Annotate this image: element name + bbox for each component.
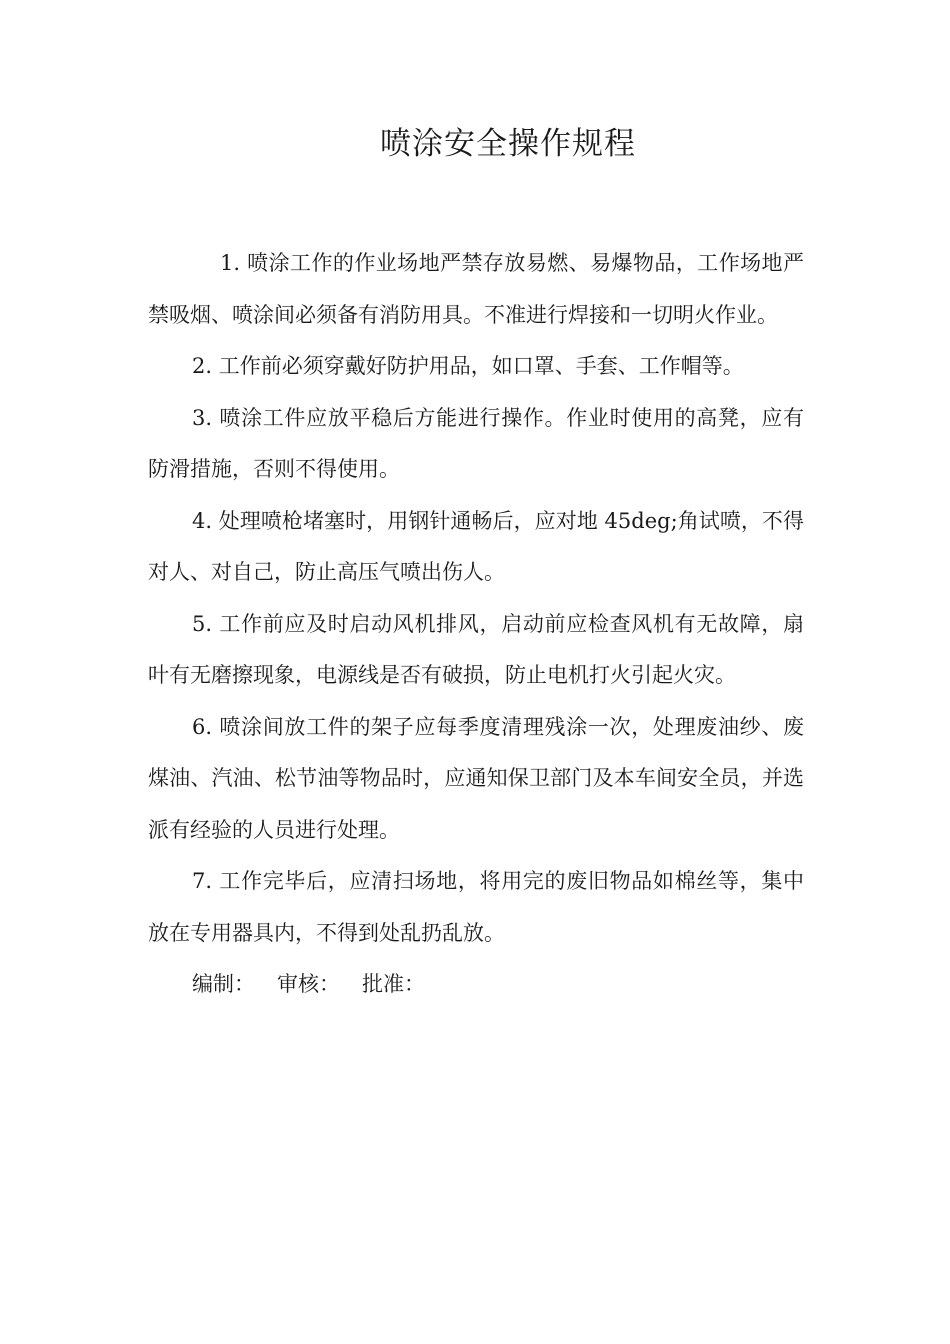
rule-paragraph-3: 3. 喷涂工件应放平稳后方能进行操作。作业时使用的高凳，应有防滑措施，否则不得使用。 bbox=[148, 405, 804, 481]
reviewed-by-label: 审核： bbox=[277, 972, 340, 996]
rule-paragraph-1: 1. 喷涂工作的作业场地严禁存放易燃、易爆物品，工作场地严禁吸烟、喷涂间必须备有消防用具。不准进行焊接和一切明火作业。 bbox=[148, 251, 804, 327]
approved-by-label: 批准： bbox=[362, 972, 425, 996]
compiled-by-label: 编制： bbox=[192, 972, 255, 996]
rule-paragraph-4: 4. 处理喷枪堵塞时，用钢针通畅后，应对地 45deg;角试喷，不得对人、对自己，防止高压气喷出伤人。 bbox=[148, 508, 804, 584]
document-title: 喷涂安全操作规程 bbox=[380, 126, 636, 162]
signoff-line bbox=[148, 959, 804, 1011]
rule-paragraph-6: 6. 喷涂间放工件的架子应每季度清理残涂一次，处理废油纱、废煤油、汽油、松节油等物品时，应通知保卫部门及本车间安全员，并选派有经验的人员进行处理。 bbox=[148, 714, 804, 842]
rule-paragraph-5: 5. 工作前应及时启动风机排风，启动前应检查风机有无故障，扇叶有无磨擦现象，电源线是否有破损，防止电机打火引起火灾。 bbox=[148, 611, 804, 687]
rule-paragraph-7: 7. 工作完毕后，应清扫场地，将用完的废旧物品如棉丝等，集中放在专用器具内，不得到处乱扔乱放。 bbox=[148, 869, 804, 945]
document-body bbox=[148, 238, 804, 1011]
rule-paragraph-2: 2. 工作前必须穿戴好防护用品，如口罩、手套、工作帽等。 bbox=[192, 354, 744, 378]
